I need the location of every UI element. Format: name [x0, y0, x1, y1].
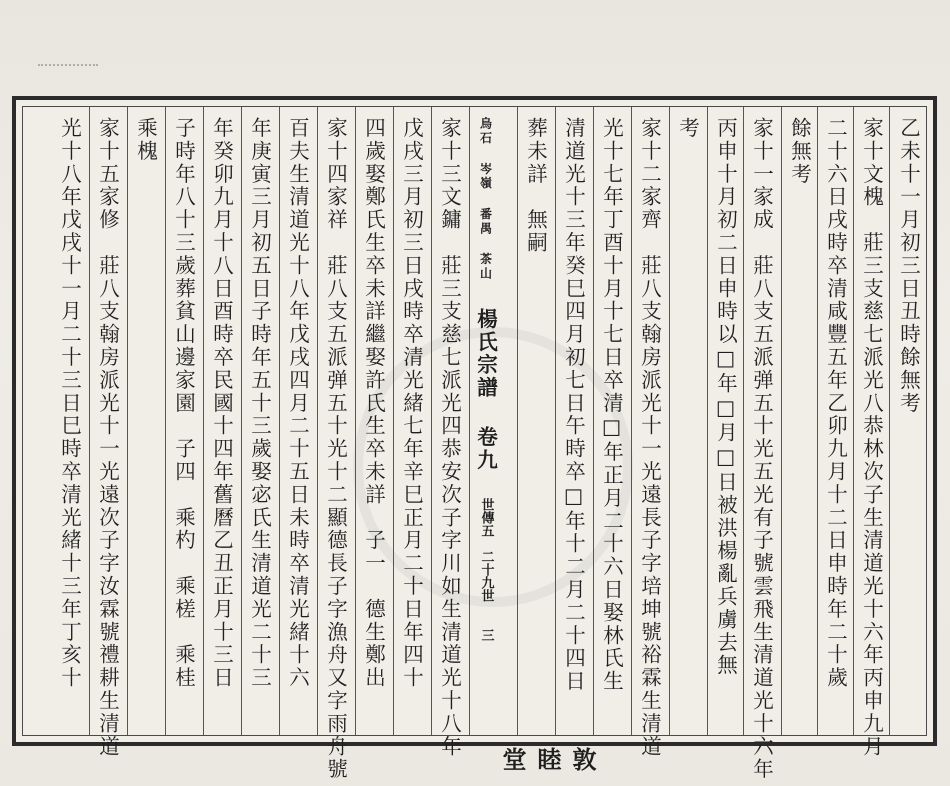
- text-column-17: 年庚寅三月初五日子時年五十三歲娶宓氏生清道光二十三: [247, 117, 272, 690]
- press-name: 敦睦堂: [498, 747, 597, 771]
- text-column-16: 百夫生清道光十八年戊戌四月二十五日未時卒清光緒十六: [285, 117, 310, 690]
- volume-label: 卷九: [473, 425, 498, 472]
- text-column-1: 乙未十一月初三日丑時餘無考: [896, 117, 921, 415]
- text-column-15: 家十四家祥 莊八支五派弹五十光十二顯德長子字漁舟又字雨舟號: [323, 117, 348, 782]
- column-rule: [165, 107, 166, 735]
- text-column-8: 家十二家齊 莊八支翰房派光十一光遠長子字培坤號裕霖生清道: [637, 117, 662, 759]
- column-rule: [317, 107, 318, 735]
- text-column-11: 葬未詳 無嗣: [523, 117, 548, 255]
- text-column-13: 戊戌三月初三日戌時卒清光緒七年辛巳正月二十日年四十: [399, 117, 424, 690]
- column-rule: [889, 107, 890, 735]
- column-rule: [669, 107, 670, 735]
- column-rule: [555, 107, 556, 735]
- column-rule: [89, 107, 90, 735]
- book-title-column: [473, 111, 498, 642]
- text-column-2: 家十文槐 莊三支慈七派光八恭林次子生清道光十六年丙申九月: [859, 117, 884, 759]
- text-column-7: 考: [675, 117, 700, 140]
- column-rule: [743, 107, 744, 735]
- column-rule: [279, 107, 280, 735]
- text-column-21: 家十五家修 莊八支翰房派光十一光遠次子字汝霖號禮耕生清道: [95, 117, 120, 759]
- text-column-6: 丙申十月初二日申時以□年□月□日被洪楊亂兵虜去無: [713, 117, 738, 678]
- scan-mark: [38, 64, 98, 74]
- text-column-14: 四歲娶鄭氏生卒未詳繼娶許氏生卒未詳 子一 德生鄭出: [361, 117, 386, 690]
- text-column-20: 乘槐: [133, 117, 158, 163]
- column-rule: [631, 107, 632, 735]
- text-column-19: 子時年八十三歲葬貧山邊家園 子四 乘杓 乘槎 乘桂: [171, 117, 196, 690]
- column-rule: [517, 107, 518, 735]
- page-frame: [12, 96, 937, 782]
- column-rule: [707, 107, 708, 735]
- column-rule: [853, 107, 854, 735]
- column-rule: [203, 107, 204, 735]
- column-rule: [431, 107, 432, 735]
- text-column-18: 年癸卯九月十八日酉時卒民國十四年舊曆乙丑正月十三日: [209, 117, 234, 690]
- book-title: 楊氏宗譜: [473, 307, 498, 400]
- column-rule: [393, 107, 394, 735]
- text-column-12: 家十三文鏞 莊三支慈七派光四恭安次子字川如生清道光十八年: [437, 117, 462, 759]
- column-rule: [817, 107, 818, 735]
- column-rule: [593, 107, 594, 735]
- text-column-10: 清道光十三年癸巳四月初七日午時卒□年十二月二十四日: [561, 117, 586, 693]
- column-rule: [127, 107, 128, 735]
- text-column-3: 二十六日戌時卒清咸豐五年乙卯九月十二日申時年二十歲: [823, 117, 848, 690]
- column-rule: [781, 107, 782, 735]
- page-frame-inner: [22, 106, 927, 782]
- text-column-22: 光十八年戊戌十一月二十三日巳時卒清光緒十三年丁亥十: [57, 117, 82, 690]
- text-column-4: 餘無考: [787, 117, 812, 186]
- text-column-5: 家十一家成 莊八支五派弹五十光五光有子號雲飛生清道光十六年: [749, 117, 774, 782]
- page-number: 三: [478, 628, 494, 642]
- column-rule: [469, 107, 470, 735]
- column-rule: [355, 107, 356, 735]
- book-subtitle: 烏石 岑嶺 番禺 茶山: [478, 117, 493, 282]
- generation-label: 世傳五 二十九世: [478, 498, 494, 603]
- column-rule: [241, 107, 242, 735]
- text-column-9: 光十七年丁酉十月十七日卒清□年正月二十六日娶林氏生: [599, 117, 624, 693]
